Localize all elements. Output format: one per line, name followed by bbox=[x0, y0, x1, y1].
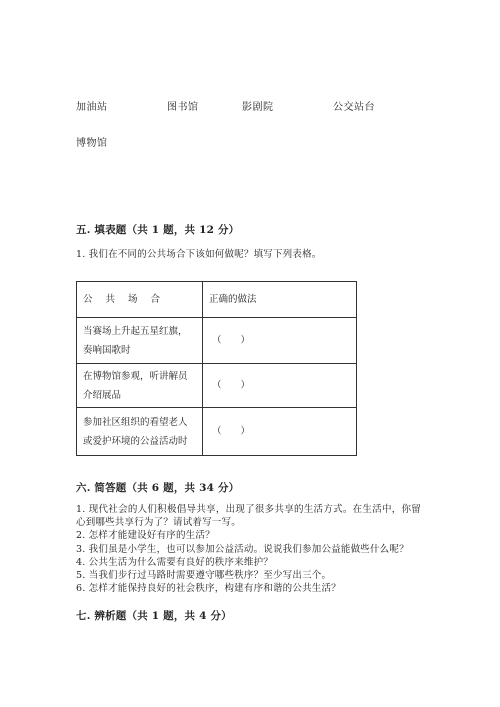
place-item: 加油站 bbox=[76, 102, 108, 113]
table-cell-answer-blank[interactable]: （ ） bbox=[203, 408, 357, 456]
question-item: 2. 怎样才能建设好有序的生活？ bbox=[76, 530, 215, 542]
table-header-row bbox=[77, 282, 357, 318]
table-header-place: 公 共 场 合 bbox=[77, 282, 203, 318]
places-list bbox=[0, 98, 500, 149]
question-item: 6. 怎样才能保持良好的社会秩序，构建有序和谐的公共生活？ bbox=[76, 583, 341, 595]
section-7-title: 七. 辨析题（共 1 题，共 4 分） bbox=[76, 610, 232, 622]
place-item: 图书馆 bbox=[167, 102, 199, 113]
table-cell-answer-blank[interactable]: （ ） bbox=[203, 364, 357, 408]
table-cell-situation: 在博物馆参观，听讲解员介绍展品 bbox=[77, 364, 203, 408]
table-cell-situation: 参加社区组织的看望老人或爱护环境的公益活动时 bbox=[77, 408, 203, 456]
section-5-question: 1. 我们在不同的公共场合下该如何做呢？填写下列表格。 bbox=[76, 249, 322, 260]
question-item: 1. 现代社会的人们积极倡导共享，出现了很多共享的生活方式。在生活中，你留心到哪些共享行为了？请试着写一写。 bbox=[76, 504, 421, 529]
place-item: 公交站台 bbox=[333, 102, 375, 113]
place-item: 影剧院 bbox=[242, 102, 274, 113]
question-item: 4. 公共生活为什么需要有良好的秩序来维护？ bbox=[76, 556, 273, 568]
table-cell-answer-blank[interactable]: （ ） bbox=[203, 318, 357, 364]
table-row bbox=[77, 318, 357, 364]
table-cell-situation: 当赛场上升起五星红旗，奏响国歌时 bbox=[77, 318, 203, 364]
section-5-title: 五. 填表题（共 1 题，共 12 分） bbox=[76, 224, 240, 236]
question-item: 5. 当我们步行过马路时需要遵守哪些秩序？至少写出三个。 bbox=[76, 570, 332, 582]
table-row bbox=[77, 408, 357, 456]
short-answer-questions bbox=[76, 503, 421, 595]
table-row bbox=[77, 364, 357, 408]
place-item: 博物馆 bbox=[76, 138, 108, 149]
question-item: 3. 我们虽是小学生，也可以参加公益活动。说说我们参加公益能做些什么呢？ bbox=[76, 543, 409, 555]
section-6-title: 六. 简答题（共 6 题，共 34 分） bbox=[76, 482, 240, 494]
fill-in-table bbox=[76, 281, 357, 456]
table-header-action: 正确的做法 bbox=[203, 282, 357, 318]
